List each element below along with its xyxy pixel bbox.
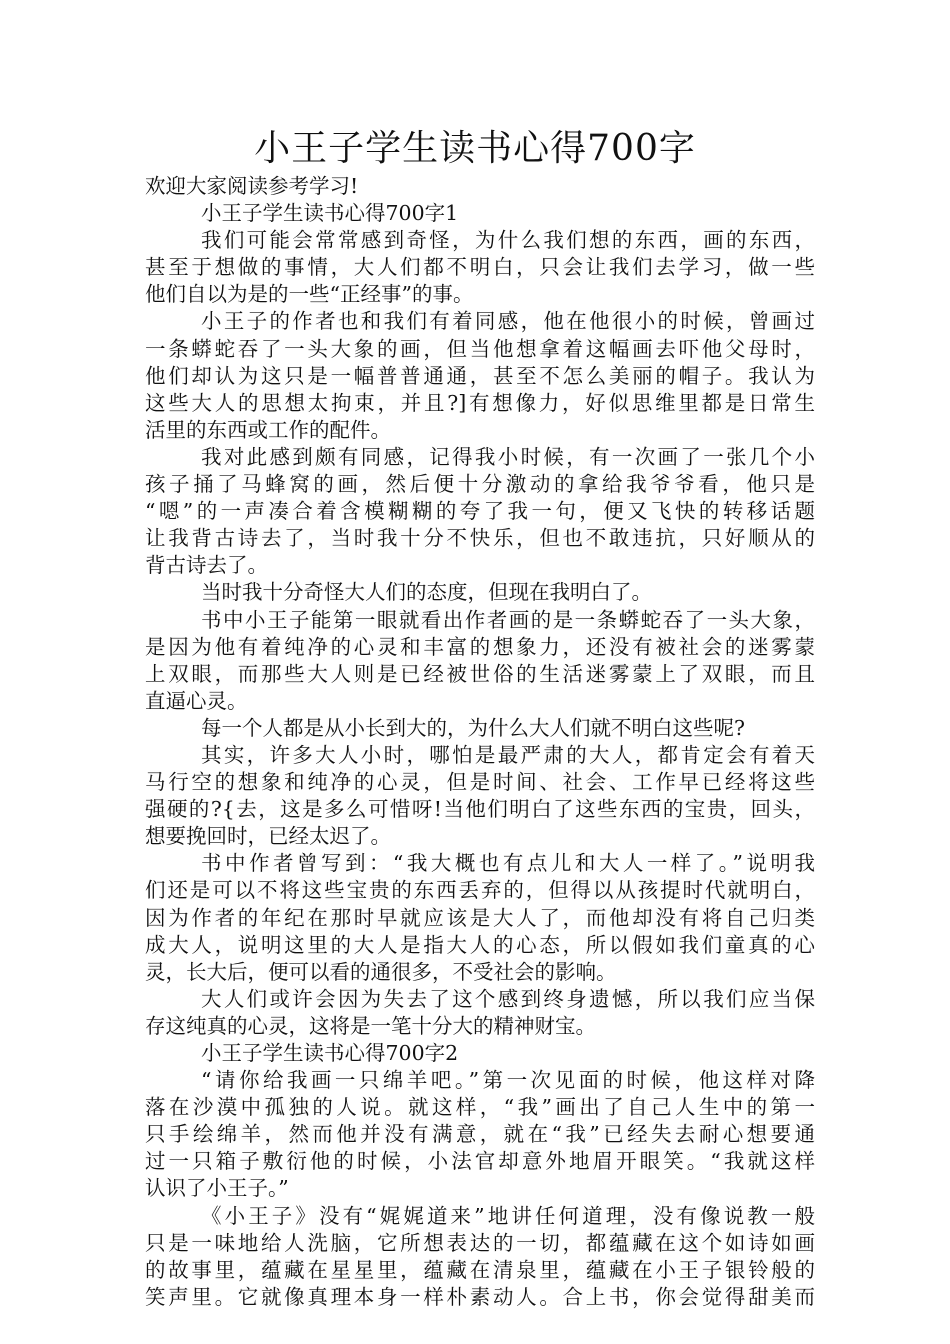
text-line: “请你给我画一只绵羊吧。”第一次见面的时候，他这样对降: [201, 1068, 815, 1093]
text-line: 认识了小王子。”: [145, 1176, 289, 1201]
text-line: 每一个人都是从小长到大的，为什么大人们就不明白这些呢?: [201, 715, 745, 740]
text-line: 一条蟒蛇吞了一头大象的画，但当他想拿着这幅画去吓他父母时，: [145, 336, 815, 361]
text-line: 只手绘绵羊，然而他并没有满意，就在“我”已经失去耐心想要通: [145, 1122, 815, 1147]
text-line: 强硬的?{去，这是多么可惜呀!当他们明白了这些东西的宝贵，回头，: [145, 797, 815, 822]
text-line: 只是一味地给人洗脑，它所想表达的一切，都蕴藏在这个如诗如画: [145, 1230, 815, 1255]
text-line: 甚至于想做的事情，大人们都不明白，只会让我们去学习，做一些: [145, 255, 815, 280]
text-line: 因为作者的年纪在那时早就应该是大人了，而他却没有将自己归类: [145, 905, 815, 930]
text-line: 们还是可以不将这些宝贵的东西丢弃的，但得以从孩提时代就明白，: [145, 878, 815, 903]
text-line: 笑声里。它就像真理本身一样朴素动人。合上书，你会觉得甜美而: [145, 1284, 815, 1309]
text-line: 活里的东西或工作的配件。: [145, 417, 391, 442]
text-line: 存这纯真的心灵，这将是一笔十分大的精神财宝。: [145, 1013, 596, 1038]
text-line: 欢迎大家阅读参考学习!: [145, 174, 359, 198]
text-line: 想要挽回时，已经太迟了。: [145, 824, 391, 849]
text-line: 我对此感到颇有同感，记得我小时候，有一次画了一张几个小: [201, 444, 815, 469]
text-line: 他们却认为这只是一幅普普通通，甚至不怎么美丽的帽子。我认为: [145, 363, 815, 388]
text-line: 《小王子》没有“娓娓道来”地讲任何道理，没有像说教一般: [201, 1203, 815, 1228]
text-line: 成大人，说明这里的大人是指大人的心态，所以假如我们童真的心: [145, 932, 815, 957]
text-line: 我们可能会常常感到奇怪，为什么我们想的东西，画的东西，: [201, 228, 815, 253]
text-line: 马行空的想象和纯净的心灵，但是时间、社会、工作早已经将这些: [145, 770, 815, 795]
text-line: 大人们或许会因为失去了这个感到终身遗憾，所以我们应当保: [201, 986, 815, 1011]
text-line: 落在沙漠中孤独的人说。就这样，“我”画出了自己人生中的第一: [145, 1095, 815, 1120]
text-line: 过一只箱子敷衍他的时候，小法官却意外地眉开眼笑。“我就这样: [145, 1149, 815, 1174]
text-line: 小王子学生读书心得700字2: [201, 1041, 459, 1065]
text-line: 其实，许多大人小时，哪怕是最严肃的大人，都肯定会有着天: [201, 742, 815, 767]
document-body: [145, 173, 815, 1311]
text-line: 背古诗去了。: [145, 553, 268, 578]
document-title: 小王子学生读书心得700字: [254, 128, 696, 169]
text-line: 孩子捅了马蜂窝的画，然后便十分激动的拿给我爷爷看，他只是: [145, 472, 815, 497]
text-line: 灵，长大后，便可以看的通很多，不受社会的影响。: [145, 959, 617, 984]
text-line: 上双眼，而那些大人则是已经被世俗的生活迷雾蒙上了双眼，而且: [145, 661, 815, 686]
text-line: 当时我十分奇怪大人们的态度，但现在我明白了。: [201, 580, 652, 605]
text-line: 小王子的作者也和我们有着同感，他在他很小的时候，曾画过: [201, 309, 815, 334]
text-line: 的故事里，蕴藏在星星里，蕴藏在清泉里，蕴藏在小王子银铃般的: [145, 1257, 815, 1282]
text-line: “嗯”的一声凑合着含模糊糊的夸了我一句，便又飞快的转移话题: [145, 499, 815, 524]
text-line: 是因为他有着纯净的心灵和丰富的想象力，还没有被社会的迷雾蒙: [145, 634, 815, 659]
text-line: 书中作者曾写到：“我大概也有点儿和大人一样了。”说明我: [201, 851, 815, 876]
text-line: 让我背古诗去了，当时我十分不快乐，但也不敢违抗，只好顺从的: [145, 526, 815, 551]
text-line: 这些大人的思想太拘束，并且?]有想像力，好似思维里都是日常生: [145, 390, 815, 415]
text-line: 书中小王子能第一眼就看出作者画的是一条蟒蛇吞了一头大象，: [201, 607, 815, 632]
text-line: 直逼心灵。: [145, 688, 248, 713]
text-line: 他们自以为是的一些“正经事”的事。: [145, 282, 474, 307]
text-line: 小王子学生读书心得700字1: [201, 201, 459, 226]
